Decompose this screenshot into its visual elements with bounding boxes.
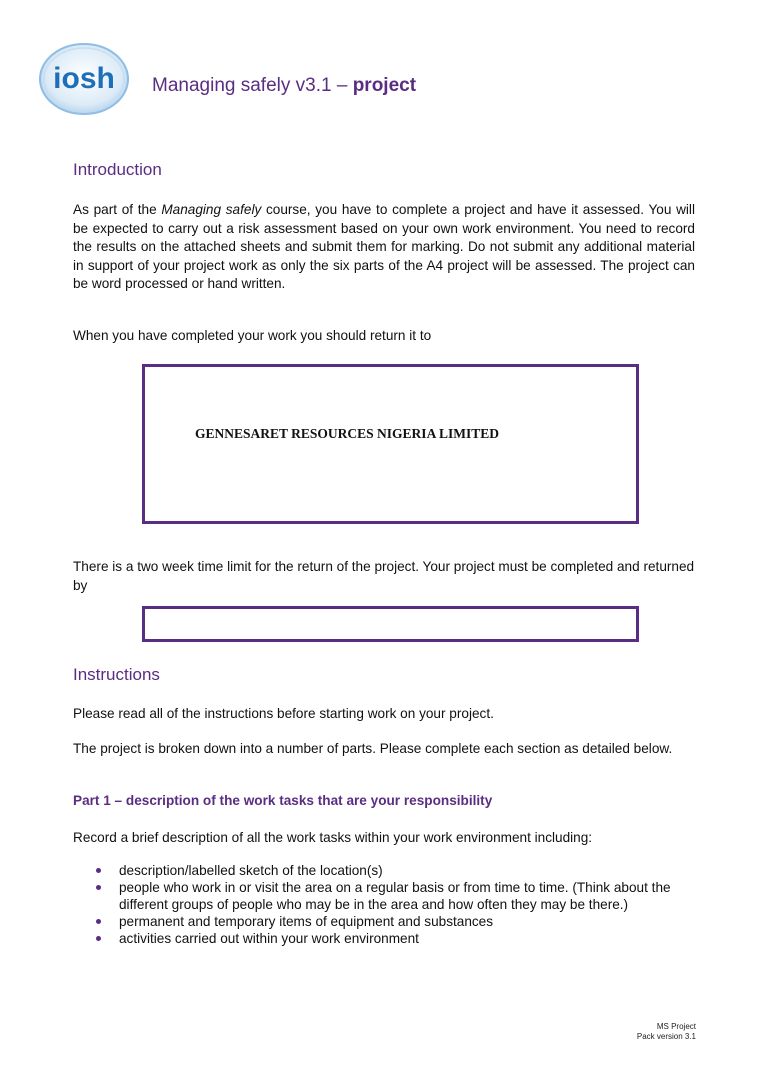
iosh-logo-graphic	[38, 42, 130, 116]
list-item	[96, 879, 686, 913]
instructions-heading: Instructions	[73, 665, 160, 684]
company-name: GENNESARET RESOURCES NIGERIA LIMITED	[195, 426, 499, 441]
list-item	[96, 862, 686, 879]
page-title	[152, 75, 416, 97]
intro-text-after: course, you have to complete a project and have it assessed. You will be expected to carry out a risk assessment based on your own work environment. You need to record the results on the attached sheets and submit them for marking. Do not submit any additional material in support of your project work as only the six parts of the A4 project will be assessed. The project can be word processed or hand written.	[73, 202, 695, 291]
deadline-box	[142, 606, 639, 642]
footer-line-2: Pack version 3.1	[636, 1032, 696, 1041]
introduction-heading: Introduction	[73, 160, 162, 179]
list-item-text: people who work in or visit the area on a regular basis or from time to time. (Think about the different groups of people who may be in the area and how often they may be there.)	[119, 880, 671, 912]
part1-intro: Record a brief description of all the work tasks within your work environment including:	[73, 830, 593, 845]
title-prefix: Managing safely v3.1 –	[152, 75, 353, 96]
intro-text-before: As part of the	[73, 202, 162, 217]
page-footer	[637, 1022, 696, 1042]
title-bold: project	[352, 75, 417, 96]
bullet-icon	[96, 885, 101, 890]
list-item	[96, 913, 686, 930]
iosh-logo	[38, 42, 130, 116]
part1-bullet-list	[96, 862, 686, 947]
return-address-box	[142, 364, 639, 524]
logo-text: iosh	[53, 62, 115, 95]
instructions-paragraph-1: Please read all of the instructions before starting work on your project.	[73, 706, 494, 721]
bullet-icon	[96, 919, 101, 924]
list-item	[96, 930, 686, 947]
list-item-text: activities carried out within your work environment	[119, 931, 419, 946]
footer-line-1: MS Project	[656, 1022, 696, 1031]
deadline-text: There is a two week time limit for the return of the project. Your project must be completed and returned by	[73, 559, 695, 593]
instructions-paragraph-2: The project is broken down into a number of parts. Please complete each section as detailed below.	[73, 741, 673, 756]
introduction-paragraph	[73, 201, 695, 294]
list-item-text: description/labelled sketch of the location(s)	[119, 863, 383, 878]
list-item-text: permanent and temporary items of equipment and substances	[119, 914, 494, 929]
bullet-icon	[96, 868, 101, 873]
bullet-icon	[96, 936, 101, 941]
return-instruction: When you have completed your work you should return it to	[73, 328, 432, 343]
intro-course-name: Managing safely	[161, 202, 262, 217]
part1-heading: Part 1 – description of the work tasks that are your responsibility	[73, 793, 493, 808]
